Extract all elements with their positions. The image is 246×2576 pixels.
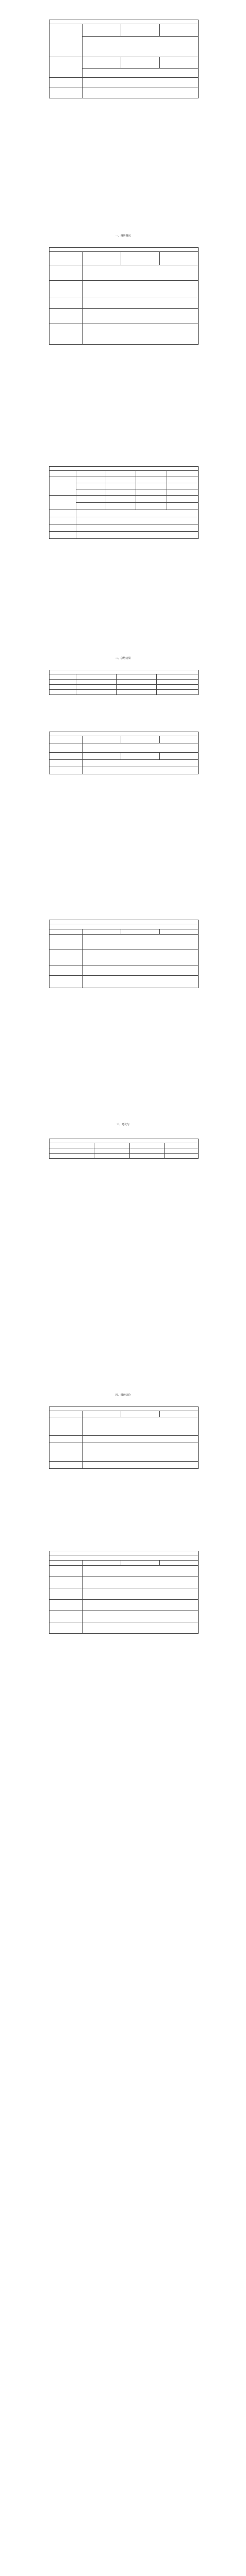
table-cell — [76, 685, 117, 690]
table-cell — [130, 1143, 164, 1148]
table-cell — [50, 1577, 83, 1588]
table-cell — [50, 265, 83, 281]
table-cell — [82, 1436, 198, 1443]
table-7 — [49, 1139, 199, 1159]
table-cell — [106, 483, 136, 489]
table-cell — [121, 24, 159, 37]
table-cell — [82, 1462, 198, 1469]
table-9-title — [50, 1551, 199, 1555]
table-4 — [49, 670, 199, 695]
table-cell — [121, 57, 159, 69]
section-heading: 一、调研概况 — [115, 234, 131, 238]
table-cell — [50, 252, 83, 265]
table-cell — [157, 685, 199, 690]
table-8 — [49, 1406, 199, 1469]
table-cell — [82, 767, 198, 774]
table-cell — [117, 680, 157, 685]
table-cell — [167, 471, 199, 477]
table-cell — [167, 477, 199, 483]
table-cell — [50, 1143, 94, 1148]
table-cell — [106, 477, 136, 483]
table-cell — [50, 1154, 94, 1159]
table-cell — [50, 965, 83, 976]
table-cell — [50, 1411, 83, 1417]
table-cell — [82, 1622, 198, 1634]
table-6-title — [50, 920, 199, 924]
table-cell — [82, 736, 121, 743]
section-heading: 三、建议与 — [116, 1123, 129, 1126]
table-cell — [106, 503, 136, 510]
table-cell — [50, 477, 76, 496]
table-cell — [50, 1443, 83, 1462]
table-cell — [136, 471, 167, 477]
table-cell — [76, 489, 106, 496]
table-cell — [136, 496, 167, 503]
table-cell — [82, 935, 198, 950]
table-1 — [49, 20, 199, 98]
table-cell — [167, 503, 199, 510]
table-cell — [50, 1600, 83, 1611]
table-cell — [136, 489, 167, 496]
table-cell — [94, 1143, 129, 1148]
table-cell — [82, 753, 121, 760]
table-cell — [82, 57, 121, 69]
table-cell — [50, 309, 83, 324]
table-cell — [50, 471, 76, 477]
table-cell — [159, 736, 198, 743]
table-cell — [82, 309, 198, 324]
table-cell — [82, 281, 198, 297]
table-cell — [82, 929, 121, 935]
table-5-title — [50, 732, 199, 736]
table-cell — [121, 1411, 159, 1417]
table-cell — [82, 1443, 198, 1462]
table-cell — [159, 24, 198, 37]
table-cell — [50, 685, 76, 690]
table-cell — [50, 88, 83, 98]
table-cell — [82, 1600, 198, 1611]
table-cell — [50, 1462, 83, 1469]
table-cell — [167, 489, 199, 496]
table-cell — [94, 1148, 129, 1154]
table-cell — [50, 510, 76, 517]
table-cell — [82, 950, 198, 965]
table-cell — [82, 37, 198, 57]
table-3 — [49, 466, 199, 539]
table-cell — [117, 690, 157, 695]
table-cell — [82, 297, 198, 309]
table-cell — [164, 1148, 198, 1154]
table-cell — [157, 680, 199, 685]
table-cell — [76, 674, 117, 680]
table-cell — [159, 753, 198, 760]
table-cell — [50, 57, 83, 78]
table-cell — [82, 88, 198, 98]
table-cell — [159, 252, 198, 265]
table-cell — [50, 1566, 83, 1577]
table-cell — [82, 1577, 198, 1588]
table-cell — [82, 1566, 198, 1577]
table-cell — [50, 24, 83, 57]
table-cell — [82, 743, 198, 753]
table-1-title — [50, 20, 199, 24]
table-7-title — [50, 1139, 199, 1143]
table-cell — [50, 1622, 83, 1634]
table-cell — [76, 503, 106, 510]
table-cell — [82, 1588, 198, 1600]
table-cell — [167, 483, 199, 489]
table-cell — [157, 690, 199, 695]
table-cell — [121, 252, 159, 265]
table-cell — [50, 1561, 83, 1566]
table-cell — [50, 281, 83, 297]
table-cell — [50, 690, 76, 695]
table-cell — [50, 1148, 94, 1154]
table-cell — [159, 1411, 198, 1417]
table-cell — [76, 477, 106, 483]
table-cell — [117, 685, 157, 690]
table-cell — [50, 517, 76, 524]
table-cell — [50, 950, 83, 965]
table-cell — [50, 743, 83, 753]
table-6 — [49, 920, 199, 988]
table-cell — [159, 57, 198, 69]
table-cell — [121, 736, 159, 743]
table-cell — [50, 760, 83, 767]
table-cell — [82, 1611, 198, 1622]
table-cell — [50, 1417, 83, 1436]
table-cell — [82, 24, 121, 37]
table-cell — [121, 1561, 159, 1566]
table-cell — [50, 976, 83, 988]
table-cell — [76, 471, 106, 477]
table-cell — [76, 517, 199, 524]
table-cell — [50, 532, 76, 539]
table-cell — [82, 252, 121, 265]
table-cell — [76, 510, 199, 517]
table-cell — [130, 1148, 164, 1154]
table-cell — [82, 1411, 121, 1417]
section-heading: 四、调研结论 — [115, 1394, 131, 1397]
table-cell — [164, 1154, 198, 1159]
table-cell — [50, 297, 83, 309]
table-cell — [94, 1154, 129, 1159]
table-cell — [82, 265, 198, 281]
table-cell — [159, 929, 198, 935]
table-cell — [130, 1154, 164, 1159]
table-cell — [136, 503, 167, 510]
table-cell — [82, 324, 198, 345]
table-3-title — [50, 467, 199, 471]
table-cell — [50, 1555, 199, 1561]
table-cell — [76, 496, 106, 503]
table-cell — [76, 483, 106, 489]
table-cell — [82, 1561, 121, 1566]
table-cell — [136, 483, 167, 489]
table-cell — [76, 532, 199, 539]
table-cell — [50, 680, 76, 685]
table-cell — [50, 1611, 83, 1622]
table-cell — [159, 1561, 198, 1566]
table-cell — [50, 736, 83, 743]
table-cell — [117, 674, 157, 680]
table-cell — [50, 935, 83, 950]
table-4-title — [50, 670, 199, 674]
table-cell — [76, 524, 199, 532]
table-cell — [50, 767, 83, 774]
table-cell — [82, 69, 198, 78]
table-5 — [49, 732, 199, 774]
table-cell — [106, 489, 136, 496]
table-cell — [157, 674, 199, 680]
table-cell — [50, 524, 76, 532]
table-cell — [164, 1143, 198, 1148]
table-cell — [82, 965, 198, 976]
table-cell — [167, 496, 199, 503]
table-cell — [50, 674, 76, 680]
table-cell — [50, 929, 83, 935]
table-cell — [82, 78, 198, 88]
table-cell — [50, 1436, 83, 1443]
table-8-title — [50, 1407, 199, 1411]
table-cell — [76, 680, 117, 685]
table-cell — [50, 1588, 83, 1600]
table-cell — [82, 976, 198, 988]
table-2-title — [50, 248, 199, 252]
table-cell — [50, 324, 83, 345]
table-cell — [106, 471, 136, 477]
table-cell — [50, 496, 76, 510]
table-cell — [82, 1417, 198, 1436]
table-cell — [50, 78, 83, 88]
table-cell — [136, 477, 167, 483]
table-cell — [50, 924, 199, 929]
table-cell — [121, 753, 159, 760]
table-cell — [76, 690, 117, 695]
section-heading: 二、总结结果 — [115, 657, 131, 660]
table-cell — [121, 929, 159, 935]
table-cell — [50, 753, 83, 760]
table-cell — [106, 496, 136, 503]
table-2 — [49, 247, 199, 345]
table-cell — [82, 760, 198, 767]
table-9 — [49, 1551, 199, 1634]
